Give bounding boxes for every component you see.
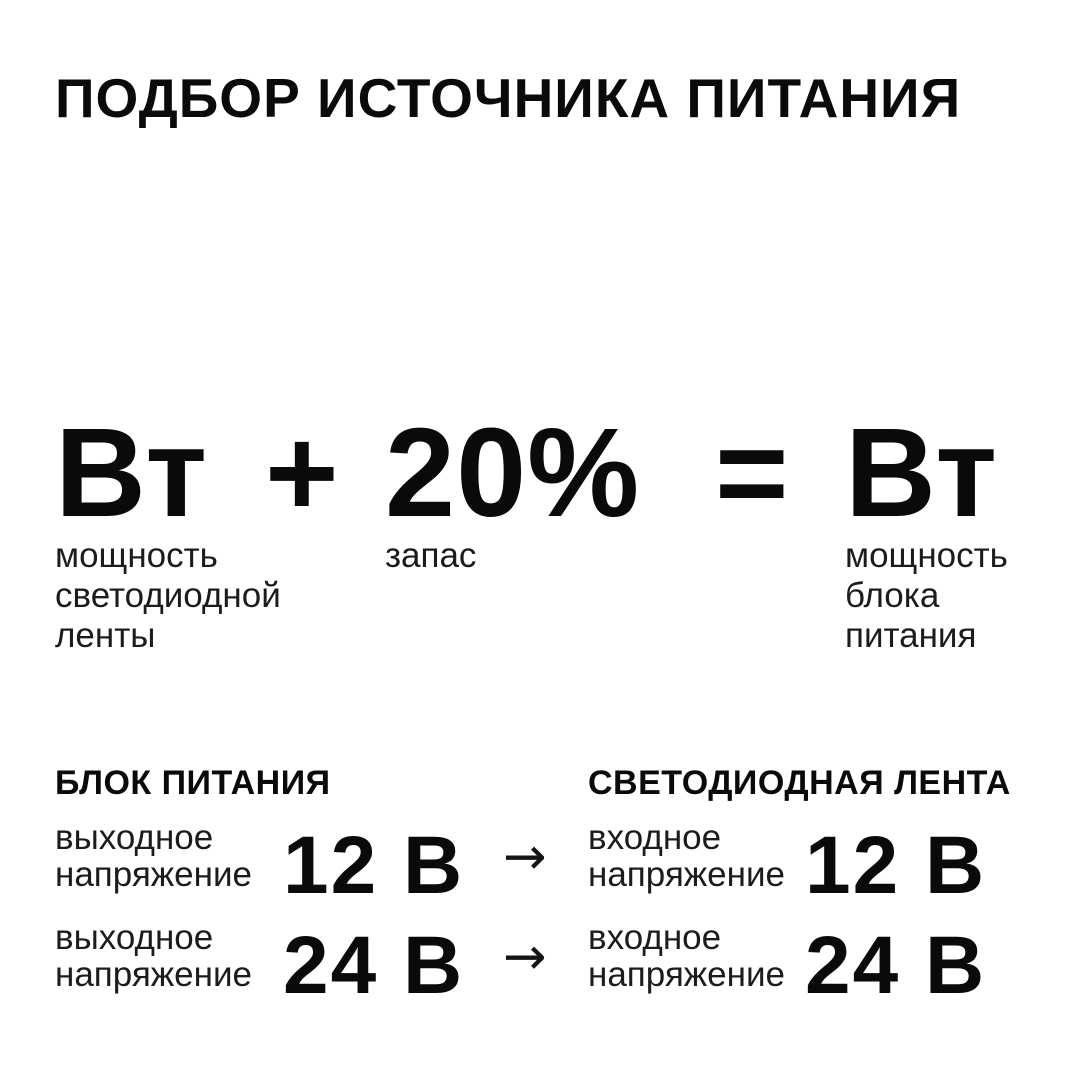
strip-power-value: Вт [55,402,209,543]
page-title: ПОДБОР ИСТОЧНИКА ПИТАНИЯ [55,67,962,129]
psu-section-header: БЛОК ПИТАНИЯ [55,764,331,802]
led-input-voltage-label: входное напряжение [588,918,785,994]
led-input-voltage-label: входное напряжение [588,818,785,894]
voltage-row-24v [55,913,1025,1013]
formula-term-strip-power [55,402,281,656]
power-formula [55,402,1025,680]
formula-term-reserve [385,402,641,576]
psu-output-voltage-value: 12 В [283,820,465,911]
reserve-value: 20% [385,402,641,543]
psu-output-voltage-label: выходное напряжение [55,818,252,894]
psu-output-voltage-value: 24 В [283,920,465,1011]
equals-operator: = [715,402,789,543]
voltage-row-12v [55,813,1025,913]
plus-operator: + [265,402,339,543]
led-strip-section-header: СВЕТОДИОДНАЯ ЛЕНТА [588,764,1011,802]
right-arrow-icon: → [503,827,547,887]
psu-power-label: мощность блока питания [845,536,1008,655]
led-input-voltage-value: 12 В [805,820,987,911]
strip-power-label: мощность светодиодной ленты [55,536,281,655]
led-input-voltage-value: 24 В [805,920,987,1011]
right-arrow-icon: → [503,927,547,987]
psu-power-value: Вт [845,402,999,543]
psu-output-voltage-label: выходное напряжение [55,918,252,994]
formula-term-psu-power [845,402,1008,656]
reserve-label: запас [385,536,477,575]
